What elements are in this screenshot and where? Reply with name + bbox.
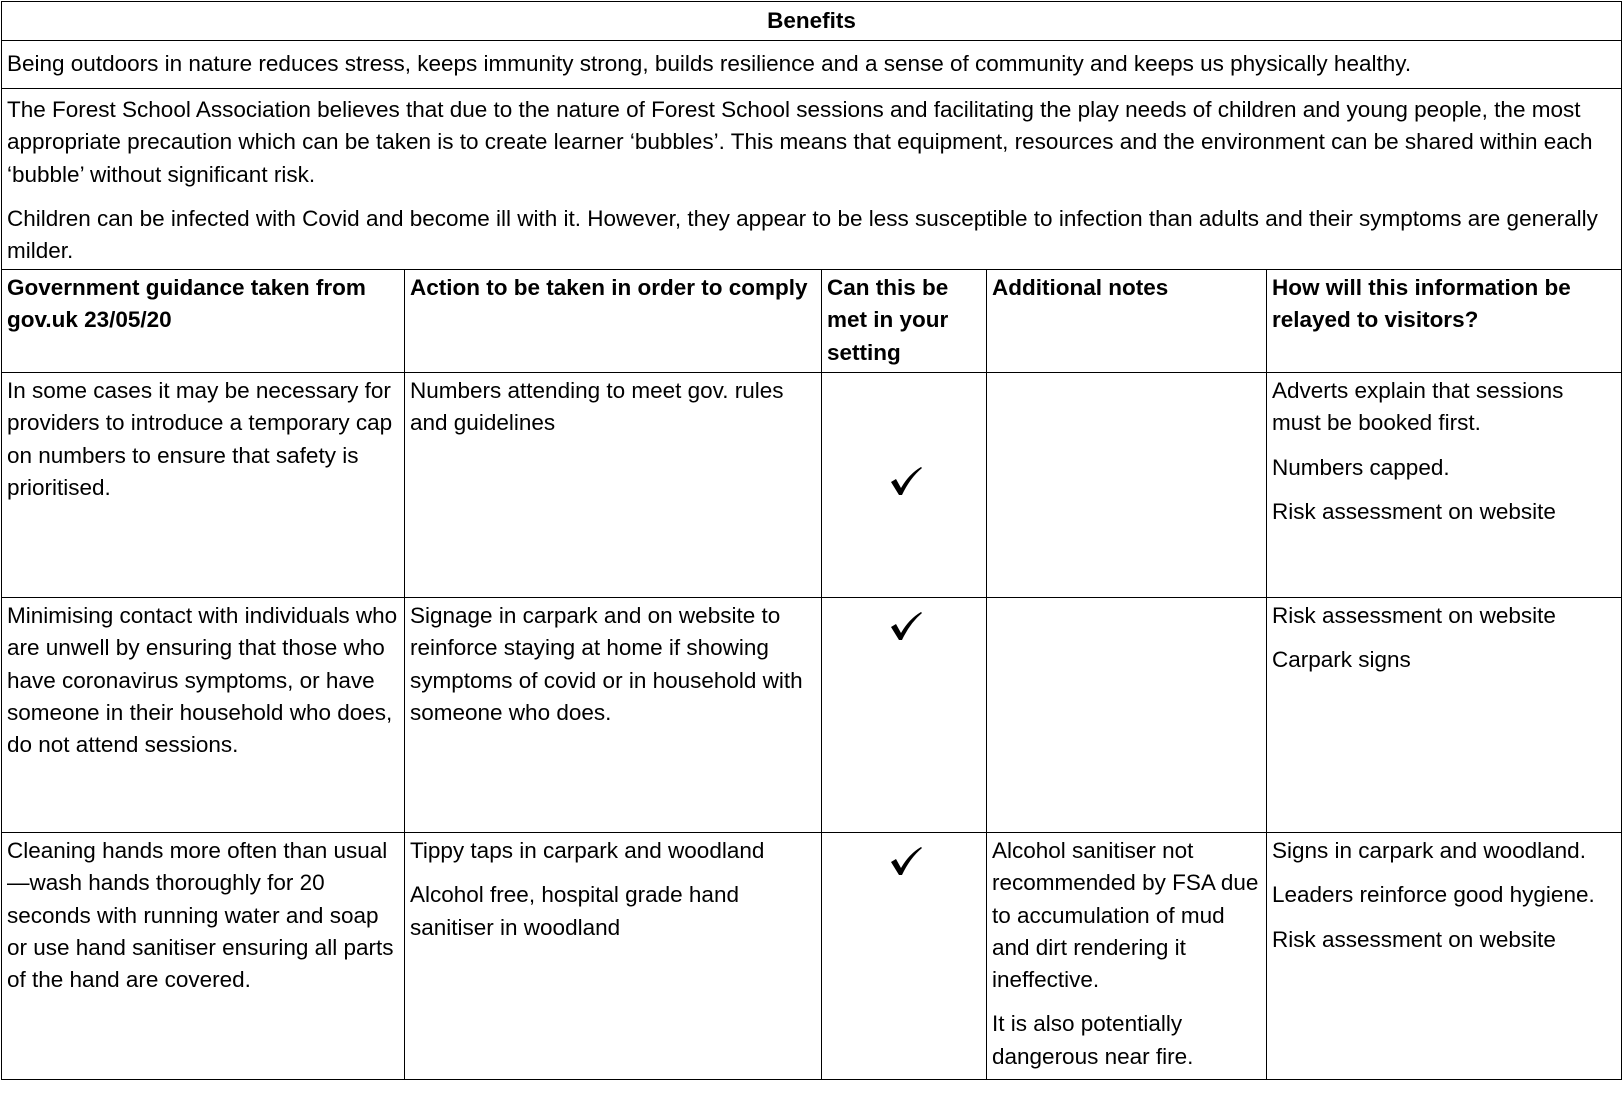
action-cell — [405, 373, 822, 598]
relay-cell — [1267, 598, 1622, 833]
action-cell — [405, 598, 822, 833]
checkmark-icon — [888, 465, 924, 497]
risk-assessment-table — [1, 1, 1622, 1080]
notes-text: It is also potentially dangerous near fire. — [992, 1011, 1194, 1069]
benefits-paragraphs — [2, 89, 1622, 270]
table-row — [2, 373, 1622, 598]
action-text: Numbers attending to meet gov. rules and guidelines — [410, 378, 784, 436]
guidance-text: Cleaning hands more often than usual—wash hands thoroughly for 20 seconds with running water and soap or use hand sanitiser ensuring all parts of the hand are covered. — [7, 838, 394, 993]
table-row — [2, 833, 1622, 1080]
met-cell — [822, 598, 987, 833]
guidance-cell — [2, 373, 405, 598]
relay-text: Leaders reinforce good hygiene. — [1272, 882, 1595, 908]
met-cell — [822, 833, 987, 1080]
action-cell — [405, 833, 822, 1080]
guidance-cell — [2, 833, 405, 1080]
table-row — [2, 598, 1622, 833]
met-cell — [822, 373, 987, 598]
relay-text: Risk assessment on website — [1272, 603, 1556, 628]
benefits-paragraphs-row — [2, 89, 1622, 270]
guidance-text: Minimising contact with individuals who are unwell by ensuring that those who have coronavirus symptoms, or have someone in their household who does, do not attend sessions. — [7, 603, 398, 758]
relay-text: Risk assessment on website — [1272, 926, 1556, 952]
relay-text: Adverts explain that sessions must be booked first. — [1272, 378, 1564, 436]
header-notes: Additional notes — [987, 270, 1267, 373]
action-text: Signage in carpark and on website to reinforce staying at home if showing symptoms of covid or in household with someone who does. — [410, 603, 803, 725]
benefits-summary: Being outdoors in nature reduces stress, keeps immunity strong, builds resilience and a sense of community and keeps us physically healthy. — [2, 41, 1622, 89]
relay-text: Numbers capped. — [1272, 454, 1450, 480]
header-action: Action to be taken in order to comply — [405, 270, 822, 373]
table-header-row — [2, 270, 1622, 373]
header-relay: How will this information be relayed to visitors? — [1267, 270, 1622, 373]
benefits-paragraph-children: Children can be infected with Covid and become ill with it. However, they appear to be less susceptible to infection than adults and their symptoms are generally milder. — [7, 205, 1598, 264]
relay-cell — [1267, 833, 1622, 1080]
relay-cell — [1267, 373, 1622, 598]
relay-text: Carpark signs — [1272, 647, 1411, 673]
guidance-cell — [2, 598, 405, 833]
header-guidance: Government guidance taken from gov.uk 23/05/20 — [2, 270, 405, 373]
guidance-text: In some cases it may be necessary for providers to introduce a temporary cap on numbers to ensure that safety is prioritised. — [7, 378, 393, 500]
notes-cell — [987, 373, 1267, 598]
relay-text: Signs in carpark and woodland. — [1272, 838, 1586, 863]
notes-cell — [987, 833, 1267, 1080]
relay-text: Risk assessment on website — [1272, 498, 1556, 524]
benefits-title-row — [2, 2, 1622, 41]
checkmark-icon — [888, 845, 924, 877]
checkmark-icon — [888, 610, 924, 642]
header-met: Can this be met in your setting — [822, 270, 987, 373]
action-text: Alcohol free, hospital grade hand sanitiser in woodland — [410, 882, 739, 940]
notes-text: Alcohol sanitiser not recommended by FSA due to accumulation of mud and dirt rendering it ineffective. — [992, 838, 1259, 993]
action-text: Tippy taps in carpark and woodland — [410, 838, 765, 863]
benefits-title: Benefits — [2, 2, 1622, 41]
benefits-summary-row — [2, 41, 1622, 89]
benefits-paragraph-fsa: The Forest School Association believes that due to the nature of Forest School sessions and facilitating the play needs of children and young people, the most appropriate precaution which can be taken is to create learner ‘bubbles’. This means that equipment, resources and the environment can be shared within each ‘bubble’ without significant risk. — [7, 97, 1593, 187]
notes-cell — [987, 598, 1267, 833]
